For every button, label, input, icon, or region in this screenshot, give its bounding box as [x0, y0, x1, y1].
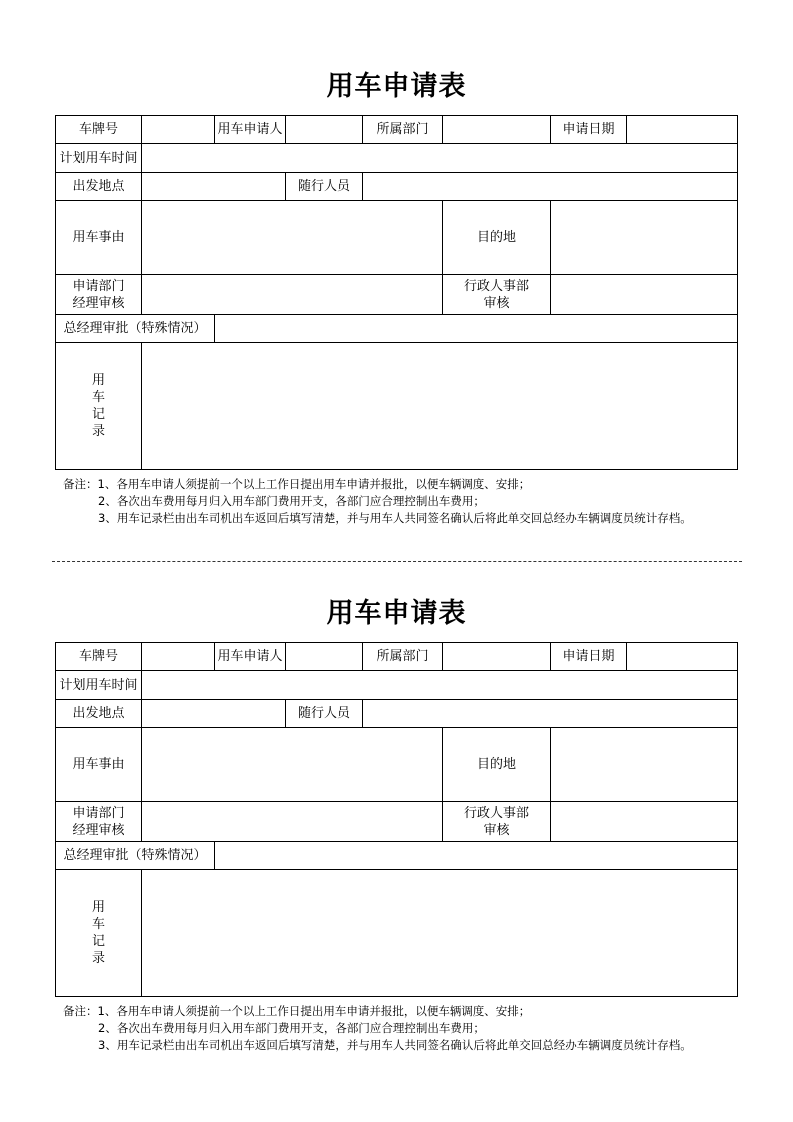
plate-label: 车牌号 — [55, 115, 142, 144]
reason-field[interactable] — [141, 727, 443, 802]
admin-hr-field[interactable] — [550, 801, 738, 842]
admin-hr-label-line1: 行政人事部 — [463, 805, 529, 821]
destination-field[interactable] — [550, 727, 738, 802]
admin-hr-label-line1: 行政人事部 — [463, 278, 529, 294]
plate-field[interactable] — [141, 115, 215, 144]
department-field[interactable] — [442, 115, 551, 144]
gm-approval-field[interactable] — [214, 314, 738, 343]
record-label — [55, 869, 142, 997]
planned-time-label: 计划用车时间 — [55, 143, 142, 173]
destination-field[interactable] — [550, 200, 738, 275]
dept-manager-label — [55, 274, 142, 315]
record-char-2: 车 — [91, 917, 105, 932]
record-char-3: 记 — [91, 407, 105, 422]
apply-date-field[interactable] — [626, 115, 738, 144]
record-char-1: 用 — [91, 900, 105, 915]
notes — [63, 476, 692, 527]
record-field[interactable] — [141, 869, 738, 997]
apply-date-field[interactable] — [626, 642, 738, 671]
destination-label: 目的地 — [442, 727, 551, 802]
planned-time-label: 计划用车时间 — [55, 670, 142, 700]
admin-hr-field[interactable] — [550, 274, 738, 315]
dept-manager-field[interactable] — [141, 801, 443, 842]
plate-field[interactable] — [141, 642, 215, 671]
gm-approval-label: 总经理审批（特殊情况） — [55, 841, 215, 870]
reason-field[interactable] — [141, 200, 443, 275]
vehicle-request-form-1 — [0, 0, 793, 525]
dept-manager-label-line1: 申请部门 — [72, 278, 125, 294]
note-line-1: 备注：1、各用车申请人须提前一个以上工作日提出用车申请并报批，以便车辆调度、安排； — [63, 1004, 531, 1018]
apply-date-label: 申请日期 — [550, 642, 627, 671]
reason-label: 用车事由 — [55, 200, 142, 275]
gm-approval-label: 总经理审批（特殊情况） — [55, 314, 215, 343]
departure-label: 出发地点 — [55, 699, 142, 728]
form-title: 用车申请表 — [326, 71, 467, 102]
record-char-2: 车 — [91, 390, 105, 405]
departure-label: 出发地点 — [55, 172, 142, 201]
record-label — [55, 342, 142, 470]
planned-time-field[interactable] — [141, 143, 738, 173]
note-line-1: 备注：1、各用车申请人须提前一个以上工作日提出用车申请并报批，以便车辆调度、安排； — [63, 477, 531, 491]
record-char-1: 用 — [91, 373, 105, 388]
companions-label: 随行人员 — [285, 172, 363, 201]
dept-manager-label — [55, 801, 142, 842]
record-field[interactable] — [141, 342, 738, 470]
record-char-4: 录 — [91, 951, 105, 966]
note-line-3: 3、用车记录栏由出车司机出车返回后填写清楚，并与用车人共同签名确认后将此单交回总经办车辆调度员统计存档。 — [98, 1038, 692, 1052]
department-label: 所属部门 — [362, 642, 443, 671]
applicant-label: 用车申请人 — [214, 115, 286, 144]
companions-field[interactable] — [362, 699, 738, 728]
applicant-field[interactable] — [285, 642, 363, 671]
form-title: 用车申请表 — [326, 598, 467, 629]
apply-date-label: 申请日期 — [550, 115, 627, 144]
planned-time-field[interactable] — [141, 670, 738, 700]
departure-field[interactable] — [141, 172, 286, 201]
dept-manager-field[interactable] — [141, 274, 443, 315]
dept-manager-label-line1: 申请部门 — [72, 805, 125, 821]
admin-hr-label — [442, 274, 551, 315]
admin-hr-label-line2: 审核 — [483, 822, 510, 838]
plate-label: 车牌号 — [55, 642, 142, 671]
vehicle-request-form-2 — [0, 527, 793, 1052]
department-field[interactable] — [442, 642, 551, 671]
admin-hr-label-line2: 审核 — [483, 295, 510, 311]
record-char-4: 录 — [91, 424, 105, 439]
applicant-field[interactable] — [285, 115, 363, 144]
notes — [63, 1003, 692, 1054]
record-char-3: 记 — [91, 934, 105, 949]
dept-manager-label-line2: 经理审核 — [72, 822, 125, 838]
department-label: 所属部门 — [362, 115, 443, 144]
dept-manager-label-line2: 经理审核 — [72, 295, 125, 311]
reason-label: 用车事由 — [55, 727, 142, 802]
note-line-3: 3、用车记录栏由出车司机出车返回后填写清楚，并与用车人共同签名确认后将此单交回总经办车辆调度员统计存档。 — [98, 511, 692, 525]
companions-label: 随行人员 — [285, 699, 363, 728]
admin-hr-label — [442, 801, 551, 842]
note-line-2: 2、各次出车费用每月归入用车部门费用开支，各部门应合理控制出车费用； — [98, 494, 485, 508]
destination-label: 目的地 — [442, 200, 551, 275]
note-line-2: 2、各次出车费用每月归入用车部门费用开支，各部门应合理控制出车费用； — [98, 1021, 485, 1035]
departure-field[interactable] — [141, 699, 286, 728]
applicant-label: 用车申请人 — [214, 642, 286, 671]
companions-field[interactable] — [362, 172, 738, 201]
gm-approval-field[interactable] — [214, 841, 738, 870]
